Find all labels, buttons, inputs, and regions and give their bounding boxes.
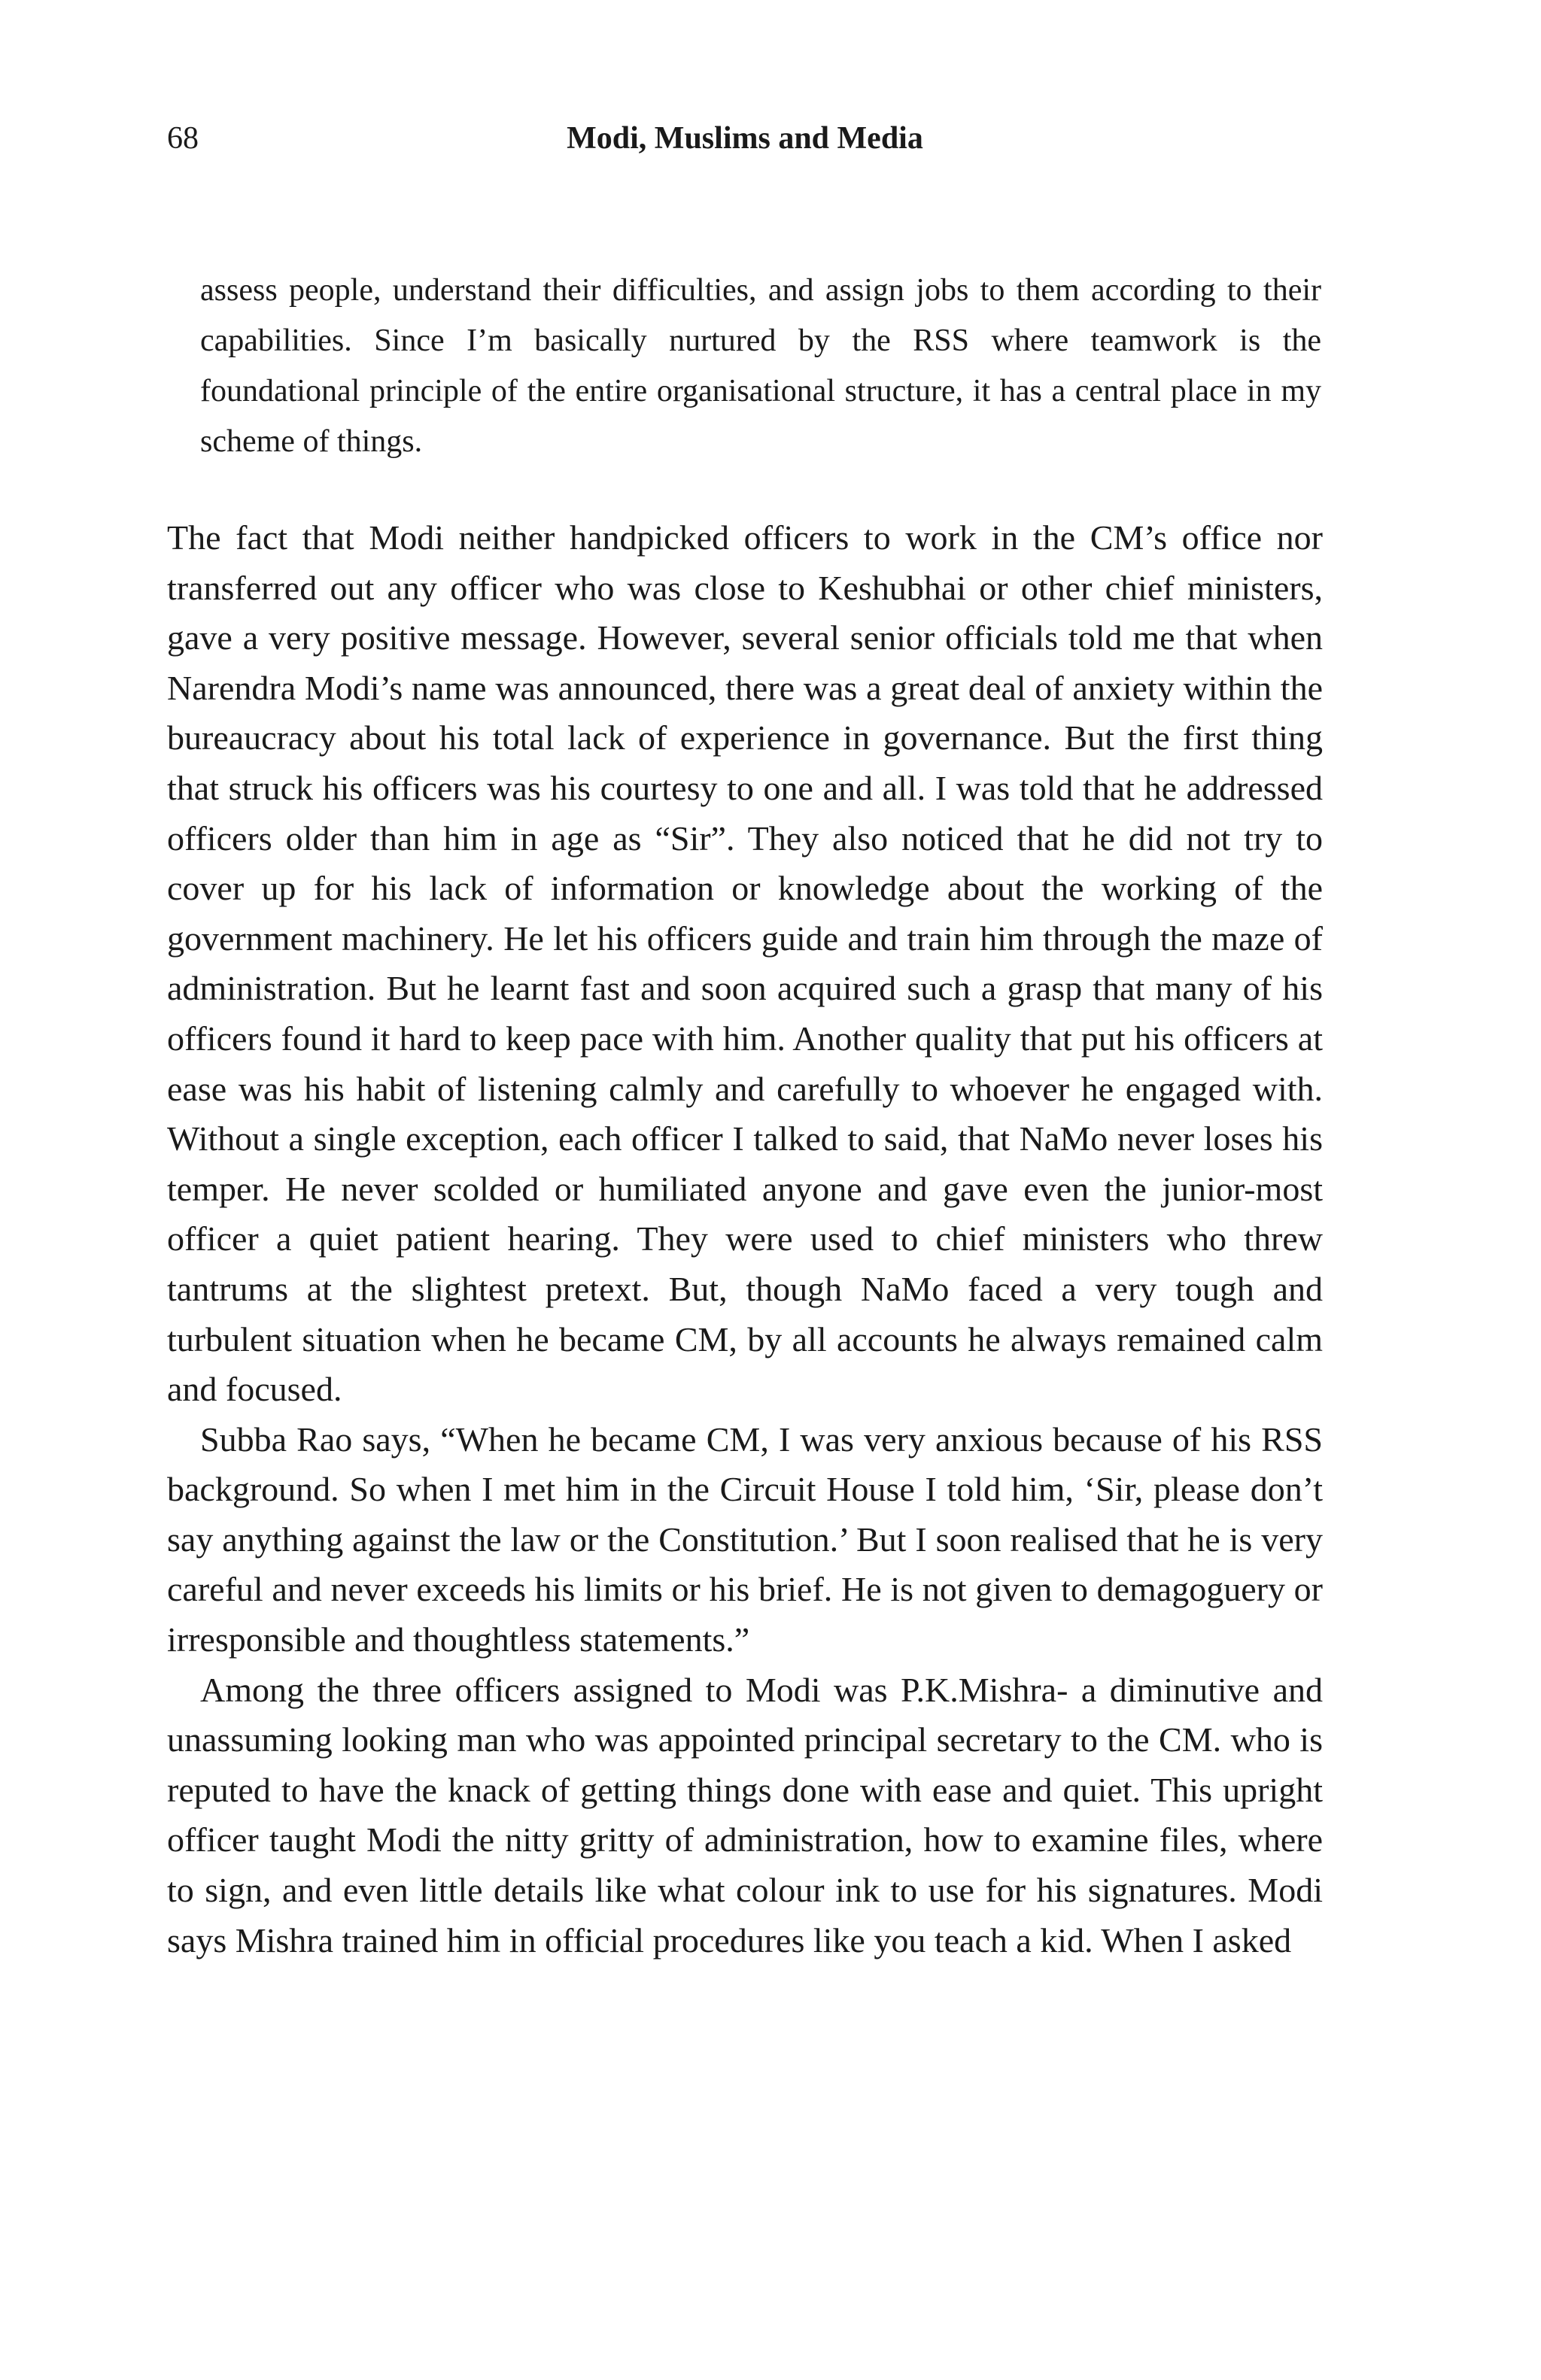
quote-paragraph: assess people, understand their difficulties, and assign jobs to them according to their capabilities. Since I’m basically nurtured by the RSS where teamwork is the foundational principle of the entire organisational structure, it has a central place in my scheme of things. [200, 273, 1321, 459]
body-paragraph-3: Among the three officers assigned to Modi was P.K.Mishra- a diminutive and unassuming looking man who was appointed principal secretary to the CM. who is reputed to have the knack of getting things done with ease and quiet. This upright officer taught Modi the nitty gritty of administration, how to examine files, where to sign, and even little details like what colour ink to use for his signatures. Modi says Mishra trained him in official procedures like you teach a kid. When I asked [167, 1670, 1323, 1960]
running-title: Modi, Muslims and Media [567, 121, 923, 156]
block-quote [200, 266, 1321, 467]
body-paragraph-1: The fact that Modi neither handpicked officers to work in the CM’s office nor transferred out any officer who was close to Keshubhai or other chief ministers, gave a very positive message. However, several senior officials told me that when Narendra Modi’s name was announced, there was a great deal of anxiety within the bureaucracy about his total lack of experience in governance. But the first thing that struck his officers was his courtesy to one and all. I was told that he addressed officers older than him in age as “Sir”. They also noticed that he did not try to cover up for his lack of information or knowledge about the working of the government machinery. He let his officers guide and train him through the maze of administration. But he learnt fast and soon acquired such a grasp that many of his officers found it hard to keep pace with him. Another quality that put his officers at ease was his habit of listening calmly and carefully to whoever he engaged with. Without a single exception, each officer I talked to said, that NaMo never loses his temper. He never scolded or humiliated anyone and gave even the junior-most officer a quiet patient hearing. They were used to chief ministers who threw tantrums at the slightest pretext. But, though NaMo faced a very tough and turbulent situation when he became CM, by all accounts he always remained calm and focused. [167, 518, 1323, 1409]
body-paragraph-2: Subba Rao says, “When he became CM, I was very anxious because of his RSS background. So when I met him in the Circuit House I told him, ‘Sir, please don’t say anything against the law or the Constitution.’ But I soon realised that he is very careful and never exceeds his limits or his brief. He is not given to demagoguery or irresponsible and thoughtless statements.” [167, 1419, 1323, 1659]
running-header [167, 120, 1323, 165]
page-number: 68 [167, 121, 199, 156]
body-text [167, 513, 1323, 1966]
